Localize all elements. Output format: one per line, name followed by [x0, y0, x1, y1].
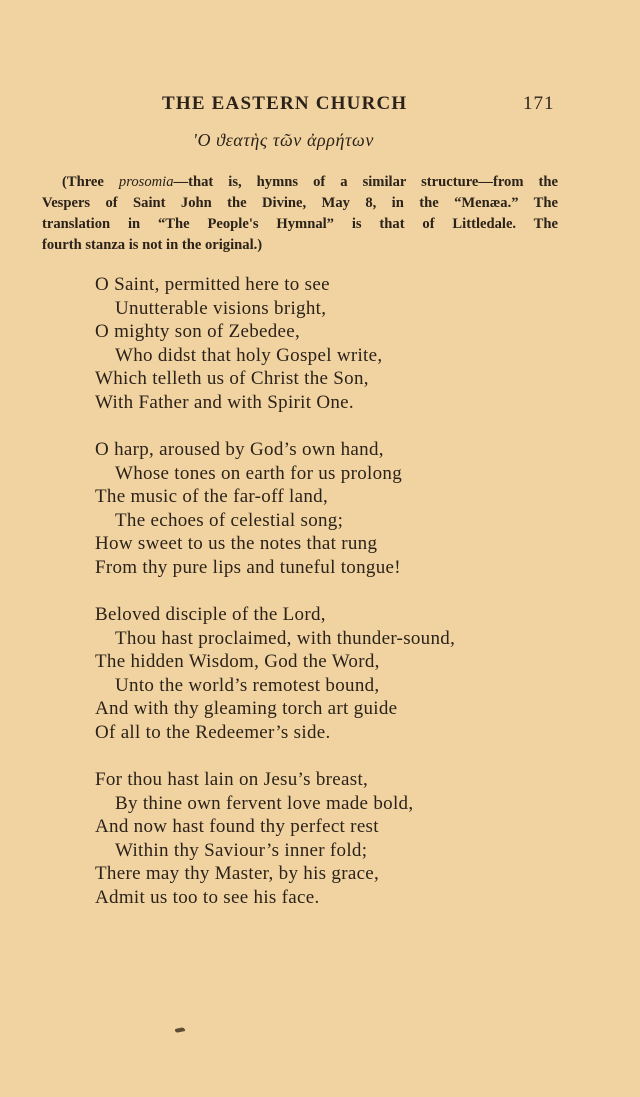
stanza-2: [95, 438, 402, 580]
ink-blot-mark: [175, 1027, 186, 1033]
note-text: (Three: [62, 174, 119, 190]
stanza-3: [95, 603, 455, 745]
verse-line: From thy pure lips and tuneful tongue!: [95, 556, 401, 578]
editorial-note: [42, 172, 558, 256]
running-title: THE EASTERN CHURCH: [162, 93, 408, 114]
note-emphasis: prosomia: [118, 174, 174, 190]
verse-line: O harp, aroused by God’s own hand,: [95, 439, 384, 460]
verse-line: Of all to the Redeemer’s side.: [95, 721, 331, 743]
note-line: [42, 172, 558, 193]
note-line: fourth stanza is not in the original.): [42, 237, 263, 253]
verse-line: And with thy gleaming torch art guide: [95, 698, 398, 720]
verse-line: Admit us too to see his face.: [95, 886, 320, 908]
verse-line: Whose tones on earth for us prolong: [115, 462, 402, 484]
verse-line: With Father and with Spirit One.: [95, 391, 354, 413]
verse-line: And now hast found thy perfect rest: [95, 816, 379, 838]
verse-line: By thine own fervent love made bold,: [115, 792, 414, 814]
verse-line: The music of the far-off land,: [95, 486, 329, 508]
greek-title: 'Ο ϑεατὴς τῶν ἀρρήτων: [193, 130, 374, 150]
stanza-4: [95, 768, 413, 910]
verse-line: Unto the world’s remotest bound,: [115, 674, 380, 696]
note-line: translation in “The People's Hymnal” is that of Littledale. The: [42, 216, 558, 232]
verse-line: O Saint, permitted here to see: [95, 274, 330, 295]
stanza-1: [95, 273, 382, 415]
verse-line: For thou hast lain on Jesu’s breast,: [95, 769, 369, 790]
running-head: [0, 93, 640, 117]
verse-line: How sweet to us the notes that rung: [95, 533, 378, 555]
page-number: 171: [523, 93, 555, 114]
verse-line: O mighty son of Zebedee,: [95, 321, 301, 343]
note-text: —that is, hymns of a similar structure—from the: [173, 174, 558, 190]
verse-line: Unutterable visions bright,: [115, 297, 327, 319]
verse-line: The hidden Wisdom, God the Word,: [95, 651, 380, 673]
verse-line: Who didst that holy Gospel write,: [115, 344, 383, 366]
verse-line: Thou hast proclaimed, with thunder-sound,: [115, 627, 456, 649]
verse-line: The echoes of celestial song;: [115, 509, 344, 531]
verse-line: Which telleth us of Christ the Son,: [95, 368, 369, 390]
verse-line: Within thy Saviour’s inner fold;: [115, 839, 368, 861]
verse-line: Beloved disciple of the Lord,: [95, 604, 326, 625]
note-line: Vespers of Saint John the Divine, May 8, in the “Menæa.” The: [42, 195, 558, 211]
verse-line: There may thy Master, by his grace,: [95, 863, 380, 885]
